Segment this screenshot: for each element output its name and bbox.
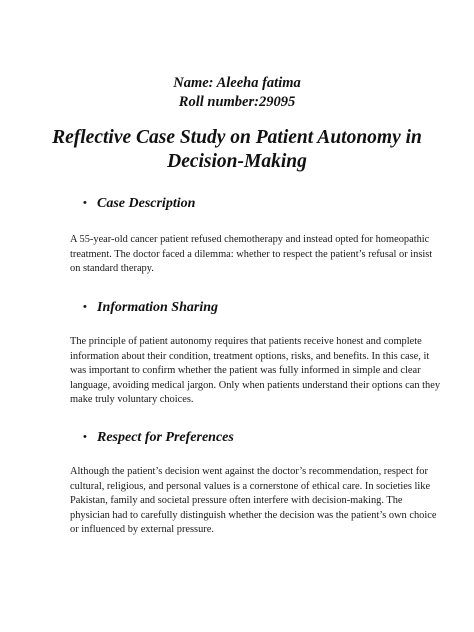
paragraph-line: information about their condition, treatment options, risks, and benefits. In this case, it [70, 350, 430, 362]
bullet-icon: • [83, 431, 87, 443]
section-heading-respect-for-preferences [83, 428, 234, 447]
bullet-icon: • [83, 197, 87, 209]
paragraph-line: was important to confirm whether the patient was fully informed in simple and clear [70, 365, 421, 376]
paragraph-line: Although the patient’s decision went against the doctor’s recommendation, respect for [70, 466, 428, 477]
paragraph-line: language, avoiding medical jargon. Only when patients understand their options can they [70, 379, 441, 391]
section-body-information-sharing [70, 335, 441, 408]
section-heading-information-sharing [83, 298, 218, 317]
bullet-icon: • [83, 301, 87, 313]
document-title [40, 126, 434, 174]
section-heading-label: Information Sharing [97, 300, 218, 315]
roll-number: Roll number:29095 [178, 94, 296, 110]
paragraph-line: make truly voluntary choices. [70, 394, 194, 405]
section-heading-case-description [83, 194, 195, 213]
section-heading-label: Case Description [97, 196, 196, 211]
paragraph-line: treatment. The doctor faced a dilemma: whether to respect the patient’s refusal or insist [70, 248, 433, 260]
section-body-respect-for-preferences [70, 465, 437, 538]
section-heading-label: Respect for Preferences [97, 430, 234, 445]
paragraph-line: The principle of patient autonomy requires that patients receive honest and complete [70, 336, 422, 347]
paragraph-line: on standard therapy. [70, 263, 154, 274]
section-body-case-description [70, 233, 433, 277]
author-name: Name: Aleeha fatima [173, 75, 301, 91]
paragraph-line: or influenced by external pressure. [70, 524, 214, 535]
paragraph-line: cultural, religious, and personal values is a cornerstone of ethical care. In societies like [70, 480, 431, 492]
paragraph-line: Pakistan, family and societal pressure often interfere with decision-making. The [70, 495, 403, 506]
document-title-line-2: Decision-Making [167, 151, 307, 172]
paragraph-line: physician had to carefully distinguish whether the decision was the patient’s own choice [70, 509, 437, 521]
paragraph-line: A 55-year-old cancer patient refused chemotherapy and instead opted for homeopathic [70, 234, 430, 245]
document-title-line-1: Reflective Case Study on Patient Autonomy in [52, 127, 422, 148]
